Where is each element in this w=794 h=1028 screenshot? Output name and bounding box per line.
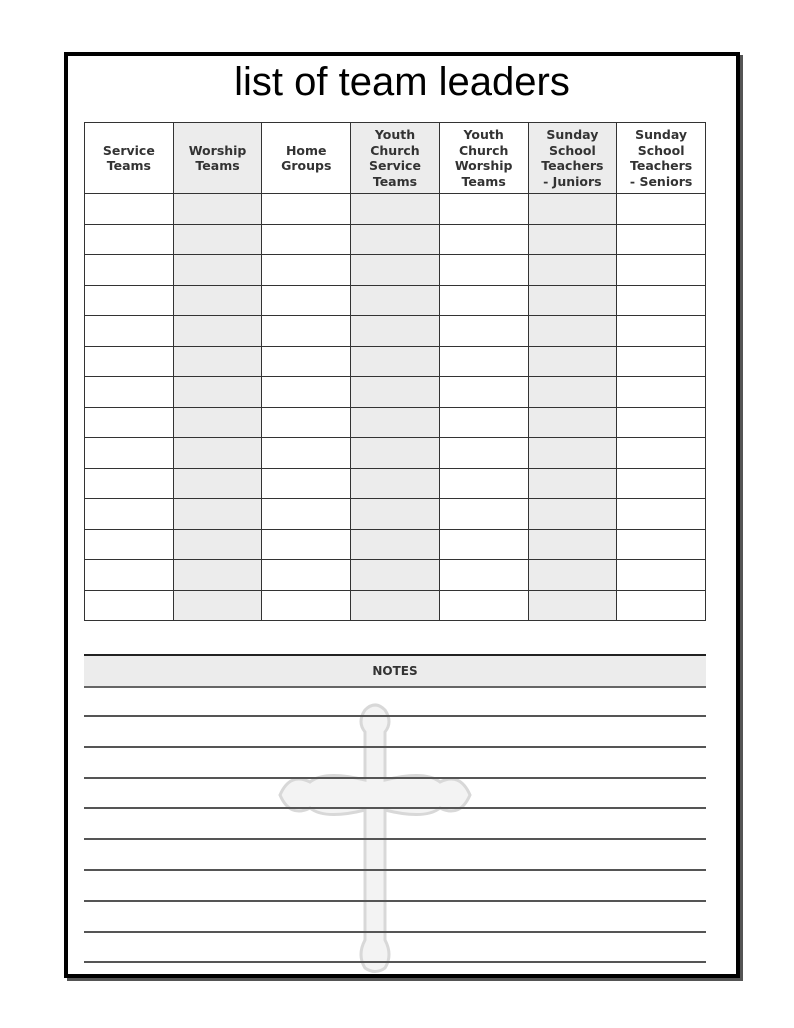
table-cell[interactable] bbox=[528, 194, 617, 225]
table-cell[interactable] bbox=[351, 499, 440, 530]
table-cell[interactable] bbox=[85, 377, 174, 408]
table-cell[interactable] bbox=[173, 407, 262, 438]
table-cell[interactable] bbox=[617, 316, 706, 347]
column-header-line: Groups bbox=[281, 158, 332, 173]
column-header-line: Teams bbox=[195, 158, 240, 173]
table-cell[interactable] bbox=[439, 529, 528, 560]
table-cell[interactable] bbox=[351, 560, 440, 591]
table-cell[interactable] bbox=[173, 560, 262, 591]
table-cell[interactable] bbox=[351, 224, 440, 255]
notes-line[interactable] bbox=[84, 838, 706, 840]
table-cell[interactable] bbox=[262, 346, 351, 377]
column-header-line: - Juniors bbox=[543, 173, 602, 189]
page-title: list of team leaders bbox=[234, 60, 570, 104]
table-row bbox=[85, 285, 706, 316]
table-cell[interactable] bbox=[617, 224, 706, 255]
table-cell[interactable] bbox=[262, 255, 351, 286]
table-cell[interactable] bbox=[351, 346, 440, 377]
table-cell[interactable] bbox=[439, 560, 528, 591]
column-header-line: Teams bbox=[372, 173, 418, 189]
column-header-line: Sunday bbox=[635, 127, 688, 142]
table-cell[interactable] bbox=[528, 377, 617, 408]
notes-line[interactable] bbox=[84, 807, 706, 809]
table-cell[interactable] bbox=[85, 346, 174, 377]
column-header bbox=[617, 123, 706, 194]
table-cell[interactable] bbox=[439, 255, 528, 286]
table-cell[interactable] bbox=[351, 468, 440, 499]
notes-line[interactable] bbox=[84, 900, 706, 902]
table-row bbox=[85, 438, 706, 469]
column-header-line: Church bbox=[370, 142, 420, 158]
table-cell[interactable] bbox=[85, 407, 174, 438]
column-header-line: Teachers bbox=[541, 158, 604, 173]
table-cell[interactable] bbox=[439, 346, 528, 377]
table-cell[interactable] bbox=[617, 194, 706, 225]
table-cell[interactable] bbox=[351, 590, 440, 621]
table-cell[interactable] bbox=[173, 438, 262, 469]
column-header-line: Service bbox=[102, 142, 155, 158]
table-cell[interactable] bbox=[528, 316, 617, 347]
column-header-line: Teams bbox=[461, 173, 506, 189]
notes-line[interactable] bbox=[84, 715, 706, 717]
table-row bbox=[85, 499, 706, 530]
column-header bbox=[173, 123, 262, 194]
column-header-line: School bbox=[548, 142, 596, 158]
table-cell[interactable] bbox=[439, 407, 528, 438]
table-cell[interactable] bbox=[439, 285, 528, 316]
table-cell[interactable] bbox=[262, 377, 351, 408]
table-row bbox=[85, 377, 706, 408]
column-header-line: Worship bbox=[188, 142, 247, 158]
table-cell[interactable] bbox=[351, 377, 440, 408]
table-cell[interactable] bbox=[351, 529, 440, 560]
table-cell[interactable] bbox=[85, 224, 174, 255]
notes-line[interactable] bbox=[84, 746, 706, 748]
table-cell[interactable] bbox=[351, 438, 440, 469]
column-header-line: Youth bbox=[463, 127, 504, 142]
table-cell[interactable] bbox=[262, 194, 351, 225]
table-row bbox=[85, 590, 706, 621]
table-cell[interactable] bbox=[528, 590, 617, 621]
column-header-line: Youth bbox=[374, 127, 416, 142]
table-cell[interactable] bbox=[173, 285, 262, 316]
table-cell[interactable] bbox=[528, 285, 617, 316]
table-cell[interactable] bbox=[85, 438, 174, 469]
column-header-line: Church bbox=[458, 142, 509, 158]
table-cell[interactable] bbox=[173, 468, 262, 499]
table-cell[interactable] bbox=[351, 285, 440, 316]
table-row bbox=[85, 560, 706, 591]
table-cell[interactable] bbox=[617, 560, 706, 591]
column-header-line: Service bbox=[368, 158, 421, 173]
table-cell[interactable] bbox=[85, 255, 174, 286]
table-cell[interactable] bbox=[262, 285, 351, 316]
table-cell[interactable] bbox=[617, 377, 706, 408]
table-cell[interactable] bbox=[528, 468, 617, 499]
column-header bbox=[528, 123, 617, 194]
table-cell[interactable] bbox=[528, 346, 617, 377]
notes-line[interactable] bbox=[84, 961, 706, 963]
table-cell[interactable] bbox=[617, 529, 706, 560]
column-header-line: - Seniors bbox=[629, 173, 693, 189]
table-cell[interactable] bbox=[439, 499, 528, 530]
table-cell[interactable] bbox=[85, 529, 174, 560]
table-cell[interactable] bbox=[439, 438, 528, 469]
table-cell[interactable] bbox=[85, 468, 174, 499]
table-cell[interactable] bbox=[439, 590, 528, 621]
table-row bbox=[85, 194, 706, 225]
table-cell[interactable] bbox=[173, 529, 262, 560]
table-cell[interactable] bbox=[85, 590, 174, 621]
table-cell[interactable] bbox=[528, 438, 617, 469]
table-cell[interactable] bbox=[173, 346, 262, 377]
table-cell[interactable] bbox=[528, 255, 617, 286]
table-cell[interactable] bbox=[439, 316, 528, 347]
table-cell[interactable] bbox=[262, 529, 351, 560]
table-cell[interactable] bbox=[351, 407, 440, 438]
table-cell[interactable] bbox=[528, 499, 617, 530]
column-header-line: School bbox=[637, 142, 685, 158]
column-header-line: Home bbox=[285, 142, 327, 158]
table-row bbox=[85, 468, 706, 499]
notes-line[interactable] bbox=[84, 869, 706, 871]
table-row bbox=[85, 529, 706, 560]
table-cell[interactable] bbox=[528, 529, 617, 560]
table-cell[interactable] bbox=[85, 499, 174, 530]
table-cell[interactable] bbox=[617, 468, 706, 499]
notes-line[interactable] bbox=[84, 931, 706, 933]
table-cell[interactable] bbox=[173, 224, 262, 255]
column-header-line: Worship bbox=[454, 158, 513, 173]
table-cell[interactable] bbox=[262, 468, 351, 499]
table-cell[interactable] bbox=[617, 346, 706, 377]
table-row bbox=[85, 346, 706, 377]
table-cell[interactable] bbox=[262, 590, 351, 621]
table-cell[interactable] bbox=[173, 499, 262, 530]
table-cell[interactable] bbox=[85, 560, 174, 591]
table-cell[interactable] bbox=[173, 194, 262, 225]
table-row bbox=[85, 407, 706, 438]
column-header bbox=[262, 123, 351, 194]
table-cell[interactable] bbox=[85, 285, 174, 316]
table-cell[interactable] bbox=[351, 194, 440, 225]
table-row bbox=[85, 316, 706, 347]
table-cell[interactable] bbox=[617, 499, 706, 530]
table-cell[interactable] bbox=[173, 590, 262, 621]
column-header-line: Teachers bbox=[630, 158, 693, 173]
table-cell[interactable] bbox=[173, 316, 262, 347]
table-cell[interactable] bbox=[173, 255, 262, 286]
table-cell[interactable] bbox=[528, 407, 617, 438]
table-cell[interactable] bbox=[528, 560, 617, 591]
table-cell[interactable] bbox=[173, 377, 262, 408]
table-cell[interactable] bbox=[617, 590, 706, 621]
table-cell[interactable] bbox=[439, 468, 528, 499]
table-cell[interactable] bbox=[262, 224, 351, 255]
team-leaders-table bbox=[84, 122, 706, 621]
table-cell[interactable] bbox=[617, 285, 706, 316]
table-cell[interactable] bbox=[262, 316, 351, 347]
table-cell[interactable] bbox=[439, 224, 528, 255]
table-cell[interactable] bbox=[439, 194, 528, 225]
column-header-line: Sunday bbox=[546, 127, 599, 142]
table-cell[interactable] bbox=[617, 438, 706, 469]
table-cell[interactable] bbox=[262, 560, 351, 591]
table-cell[interactable] bbox=[439, 377, 528, 408]
table-cell[interactable] bbox=[528, 224, 617, 255]
table-cell[interactable] bbox=[262, 407, 351, 438]
column-header-line: Teams bbox=[106, 158, 151, 173]
table-cell[interactable] bbox=[617, 255, 706, 286]
table-cell[interactable] bbox=[262, 438, 351, 469]
table-cell[interactable] bbox=[85, 316, 174, 347]
table-cell[interactable] bbox=[85, 194, 174, 225]
table-row bbox=[85, 224, 706, 255]
table-row bbox=[85, 255, 706, 286]
column-header bbox=[351, 123, 440, 194]
notes-line[interactable] bbox=[84, 777, 706, 779]
notes-header: NOTES bbox=[84, 654, 706, 688]
table-cell[interactable] bbox=[262, 499, 351, 530]
column-header bbox=[85, 123, 174, 194]
table-cell[interactable] bbox=[351, 316, 440, 347]
table-cell[interactable] bbox=[351, 255, 440, 286]
column-header bbox=[439, 123, 528, 194]
table-cell[interactable] bbox=[617, 407, 706, 438]
